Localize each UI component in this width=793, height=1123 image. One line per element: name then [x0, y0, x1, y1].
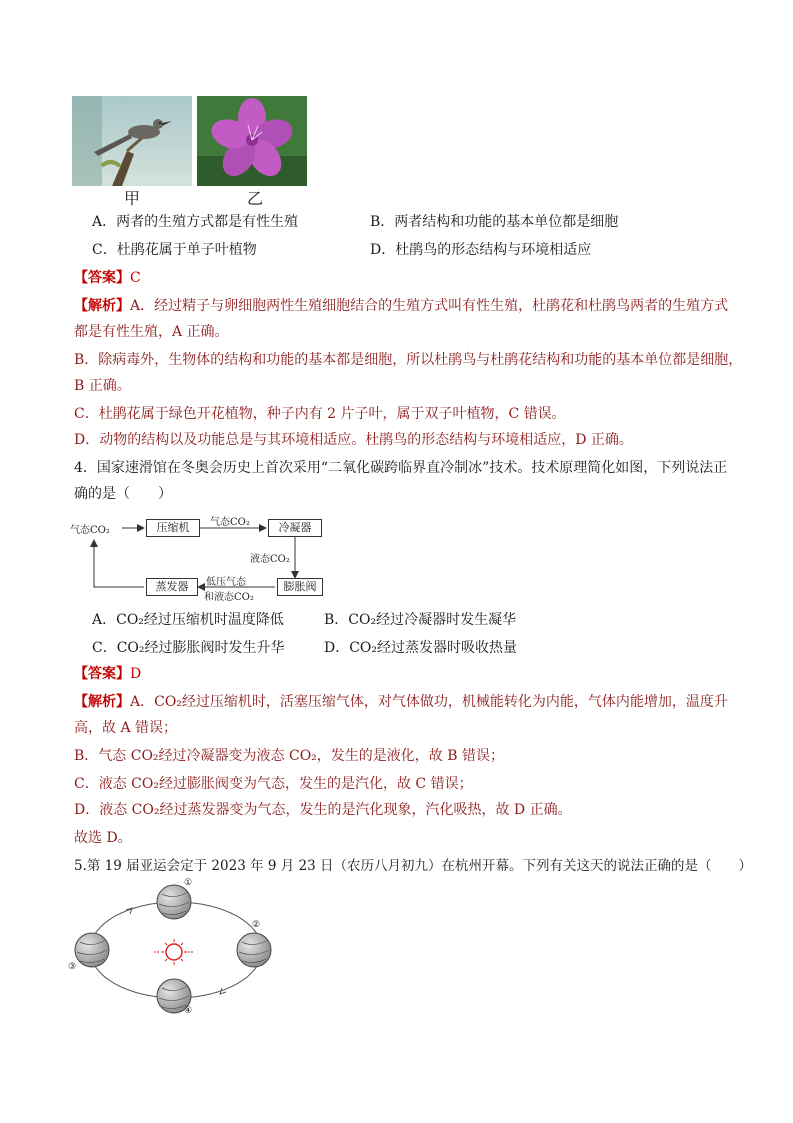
q5-stem: 5.第 19 届亚运会定于 2023 年 9 月 23 日（农历八月初九）在杭州开幕。下列有关这天的说法正确的是（ ）: [74, 858, 753, 874]
q4-explain-line-2: 高，故 A 错误；: [74, 720, 178, 736]
orbit-label-4: ④: [184, 1006, 193, 1016]
q3-explain-line-5: C．杜鹃花属于绿色开花植物，种子内有 2 片子叶，属于双子叶植物，C 错误。: [74, 406, 566, 422]
earth-top: [157, 885, 191, 919]
earth-right: [237, 933, 271, 967]
q3-option-a: A．两者的生殖方式都是有性生殖: [92, 214, 299, 230]
explain-text: A．经过精子与卵细胞两性生殖细胞结合的生殖方式叫有性生殖，杜鹃花和杜鹃鸟两者的生殖方式: [130, 298, 729, 314]
q4-option-d: D．CO₂经过蒸发器时吸收热量: [324, 640, 518, 656]
q4-explain-line-1: [74, 692, 728, 712]
azalea-flower-photo: [197, 96, 307, 186]
earth-orbit-diagram: [66, 880, 286, 1020]
q3-explain-line-1: [74, 296, 728, 316]
q3-answer: [74, 268, 141, 288]
arrow-label-mixed: 和液态CO₂: [204, 592, 254, 603]
box-evaporator: 蒸发器: [146, 578, 198, 596]
co2-flow-diagram: [70, 510, 360, 606]
q4-explain-line-3: B．气态 CO₂经过冷凝器变为液态 CO₂，发生的是液化，故 B 错误；: [74, 748, 504, 764]
arrow-label-gas: 气态CO₂: [210, 517, 250, 528]
explain-tag: 【解析】: [74, 694, 130, 710]
answer-tag: 【答案】: [74, 666, 130, 682]
q3-option-c: C．杜鹃花属于单子叶植物: [92, 242, 257, 258]
q4-explain-line-4: C．液态 CO₂经过膨胀阀变为气态，发生的是汽化，故 C 错误；: [74, 776, 473, 792]
caption-yi: 乙: [247, 189, 264, 208]
q3-option-b: B．两者结构和功能的基本单位都是细胞: [370, 214, 619, 230]
q4-answer: [74, 664, 141, 684]
q3-explain-line-4: B 正确。: [74, 378, 131, 394]
q3-explain-line-2: 都是有性生殖，A 正确。: [74, 324, 229, 340]
box-compressor: 压缩机: [146, 519, 200, 537]
q4-option-a: A．CO₂经过压缩机时温度降低: [92, 612, 284, 628]
box-condenser: 冷凝器: [268, 519, 322, 537]
q4-explain-line-6: 故选 D。: [74, 830, 132, 846]
q4-explain-line-5: D．液态 CO₂经过蒸发器变为气态，发生的是汽化现象，汽化吸热，故 D 正确。: [74, 802, 572, 818]
explain-text: A．CO₂经过压缩机时，活塞压缩气体，对气体做功，机械能转化为内能，气体内能增加，温度升: [130, 694, 728, 710]
q4-option-c: C．CO₂经过膨胀阀时发生升华: [92, 640, 285, 656]
start-label: 气态CO₂: [70, 525, 110, 536]
orbit-label-3: ③: [68, 962, 77, 972]
q4-stem-line-2: 确的是（ ）: [74, 486, 172, 502]
bird-photo: [72, 96, 192, 186]
earth-left: [75, 933, 109, 967]
answer-tag: 【答案】: [74, 270, 130, 286]
q3-explain-line-6: D．动物的结构以及功能总是与其环境相适应。杜鹃鸟的形态结构与环境相适应，D 正确。: [74, 432, 633, 448]
q4-stem-line-1: 4．国家速滑馆在冬奥会历史上首次采用“二氧化碳跨临界直冷制冰”技术。技术原理简化如图，下列说法正: [74, 460, 728, 476]
answer-value: D: [130, 666, 142, 682]
explain-tag: 【解析】: [74, 298, 130, 314]
orbit-label-1: ①: [184, 878, 193, 888]
box-expansion-valve: 膨胀阀: [277, 578, 323, 596]
orbit-label-2: ②: [252, 920, 261, 930]
answer-value: C: [130, 270, 141, 286]
q3-option-d: D．杜鹃鸟的形态结构与环境相适应: [370, 242, 592, 258]
arrow-label-lowpressure: 低压气态: [206, 577, 246, 588]
arrow-label-liquid: 液态CO₂: [250, 554, 290, 565]
q4-option-b: B．CO₂经过冷凝器时发生凝华: [324, 612, 517, 628]
q3-explain-line-3: B．除病毒外，生物体的结构和功能的基本都是细胞，所以杜鹃鸟与杜鹃花结构和功能的基本单位都是细胞，: [74, 352, 743, 368]
caption-jia: 甲: [124, 189, 141, 208]
